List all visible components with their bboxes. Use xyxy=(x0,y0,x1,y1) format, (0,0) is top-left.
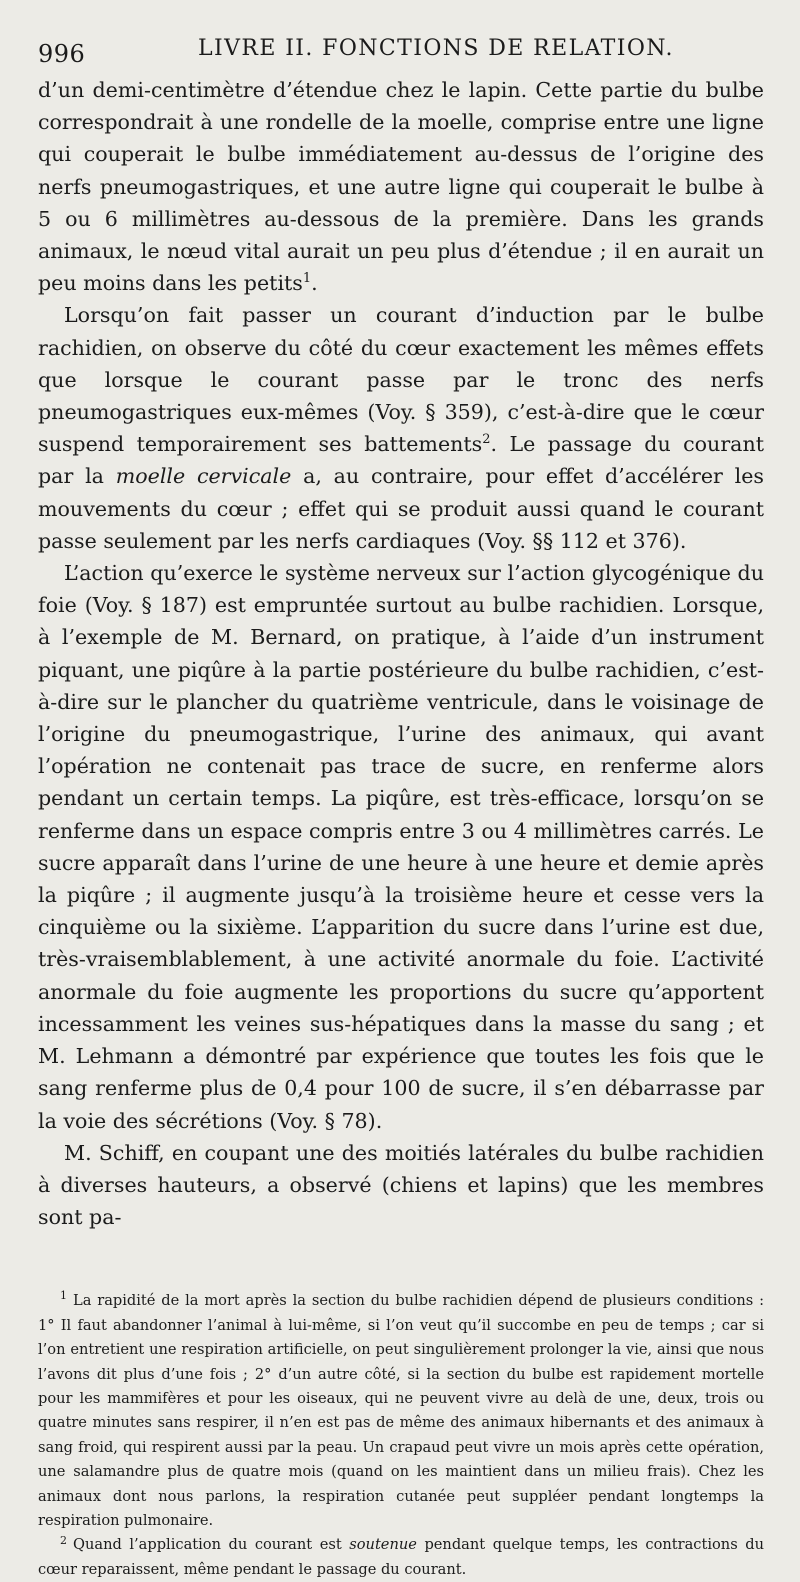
italic-term: soutenue xyxy=(349,1536,417,1554)
paragraph-3: L’action qu’exerce le système nerveux sur l’action glycogénique du foie (Voy. § 187) est empruntée surtout au bulbe rachidien. Lorsque, à l’exemple de M. Bernard, on pratique, à l’aide d’un instrument piquant, une piqûre à la partie postérieure du bulbe rachidien, c’est-à-dire sur le plancher du quatrième ventricule, dans le voisinage de l’origine du pneumogastrique, l’urine des animaux, qui avant l’opération ne contenait pas trace de sucre, en renferme alors pendant un certain temps. La piqûre, est très-efficace, lorsqu’on se renferme dans un espace compris entre 3 ou 4 millimètres carrés. Le sucre apparaît dans l’urine de une heure à une heure et demie après la piqûre ; il augmente jusqu’à la troisième heure et cesse vers la cinquième ou la sixième. L’apparition du sucre dans l’urine est due, très-vraisemblablement, à une activité anormale du foie. L’activité anormale du foie augmente les proportions du sucre qu’apportent incessamment les veines sus-hépatiques dans la masse du sang ; et M. Lehmann a démontré par expérience que toutes les fois que le sang renferme plus de 0,4 pour 100 de sucre, il s’en débarrasse par la voie des sécrétions (Voy. § 78). xyxy=(38,561,764,1133)
footnote-ref-2: 2 xyxy=(482,432,491,448)
paragraph-1: d’un demi-centimètre d’étendue chez le lapin. Cette partie du bulbe correspondrait à une rondelle de la moelle, comprise entre une ligne qui couperait le bulbe immédiatement au-dessus de l’origine des nerfs pneumogastriques, et une autre ligne qui couperait le bulbe à 5 ou 6 millimètres au-dessous de la première. Dans les grands animaux, le nœud vital aurait un peu plus d’étendue ; il en aurait un peu moins dans les petits$^1$. xyxy=(38,78,764,296)
footnote-marker: 1 xyxy=(60,1289,67,1303)
footnote-marker: 2 xyxy=(60,1533,67,1547)
footnote-ref-1: 1 xyxy=(302,271,312,287)
body-text xyxy=(38,74,764,1233)
italic-term: moelle cervicale xyxy=(115,464,292,489)
page-number: 996 xyxy=(38,40,86,68)
running-head: LIVRE II. FONCTIONS DE RELATION. xyxy=(198,36,674,61)
footnote-2: $^2$ Quand l’application du courant est soutenue pendant quelque temps, les contractions du cœur reparaissent, même pendant le passage du courant. xyxy=(38,1533,764,1578)
footnote-1: $^1$ La rapidité de la mort après la section du bulbe rachidien dépend de plusieurs conditions : 1° Il faut abandonner l’animal à lui-même, si l’on veut qu’il succombe en peu de temps ; car si l’on entretient une respiration artificielle, on peut singulièrement prolonger la vie, ainsi que nous l’avons dit plus d’une fois ; 2° d’un autre côté, si la section du bulbe est rapidement mortelle pour les mammifères et pour les oiseaux, qui ne peuvent vivre au delà de une, deux, trois ou quatre minutes sans respirer, il n’en est pas de même des animaux hibernants et des animaux à sang froid, qui respirent aussi par la peau. Un crapaud peut vivre un mois après cette opération, une salamandre plus de quatre mois (quand on les maintient dans un milieu frais). Chez les animaux dont nous parlons, la respiration cutanée peut suppléer pendant longtemps la respiration pulmonaire. xyxy=(38,1289,764,1529)
paragraph-4: M. Schiff, en coupant une des moitiés latérales du bulbe rachidien à diverses hauteurs, a observé (chiens et lapins) que les membres sont pa- xyxy=(38,1140,764,1230)
footnotes xyxy=(38,1289,764,1582)
paragraph-2: Lorsqu’on fait passer un courant d’induction par le bulbe rachidien, on observe du côté du cœur exactement les mêmes effets que lorsque le courant passe par le tronc des nerfs pneumogastriques eux-mêmes (Voy. § 359), c’est-à-dire que le cœur suspend temporairement ses battements$^2$. Le passage du courant par la moelle cervicale a, au contraire, pour effet d’accélérer les mouvements du cœur ; effet qui se produit aussi quand le courant passe seulement par les nerfs cardiaques (Voy. §§ 112 et 376). xyxy=(38,303,764,553)
page-header xyxy=(38,0,764,74)
